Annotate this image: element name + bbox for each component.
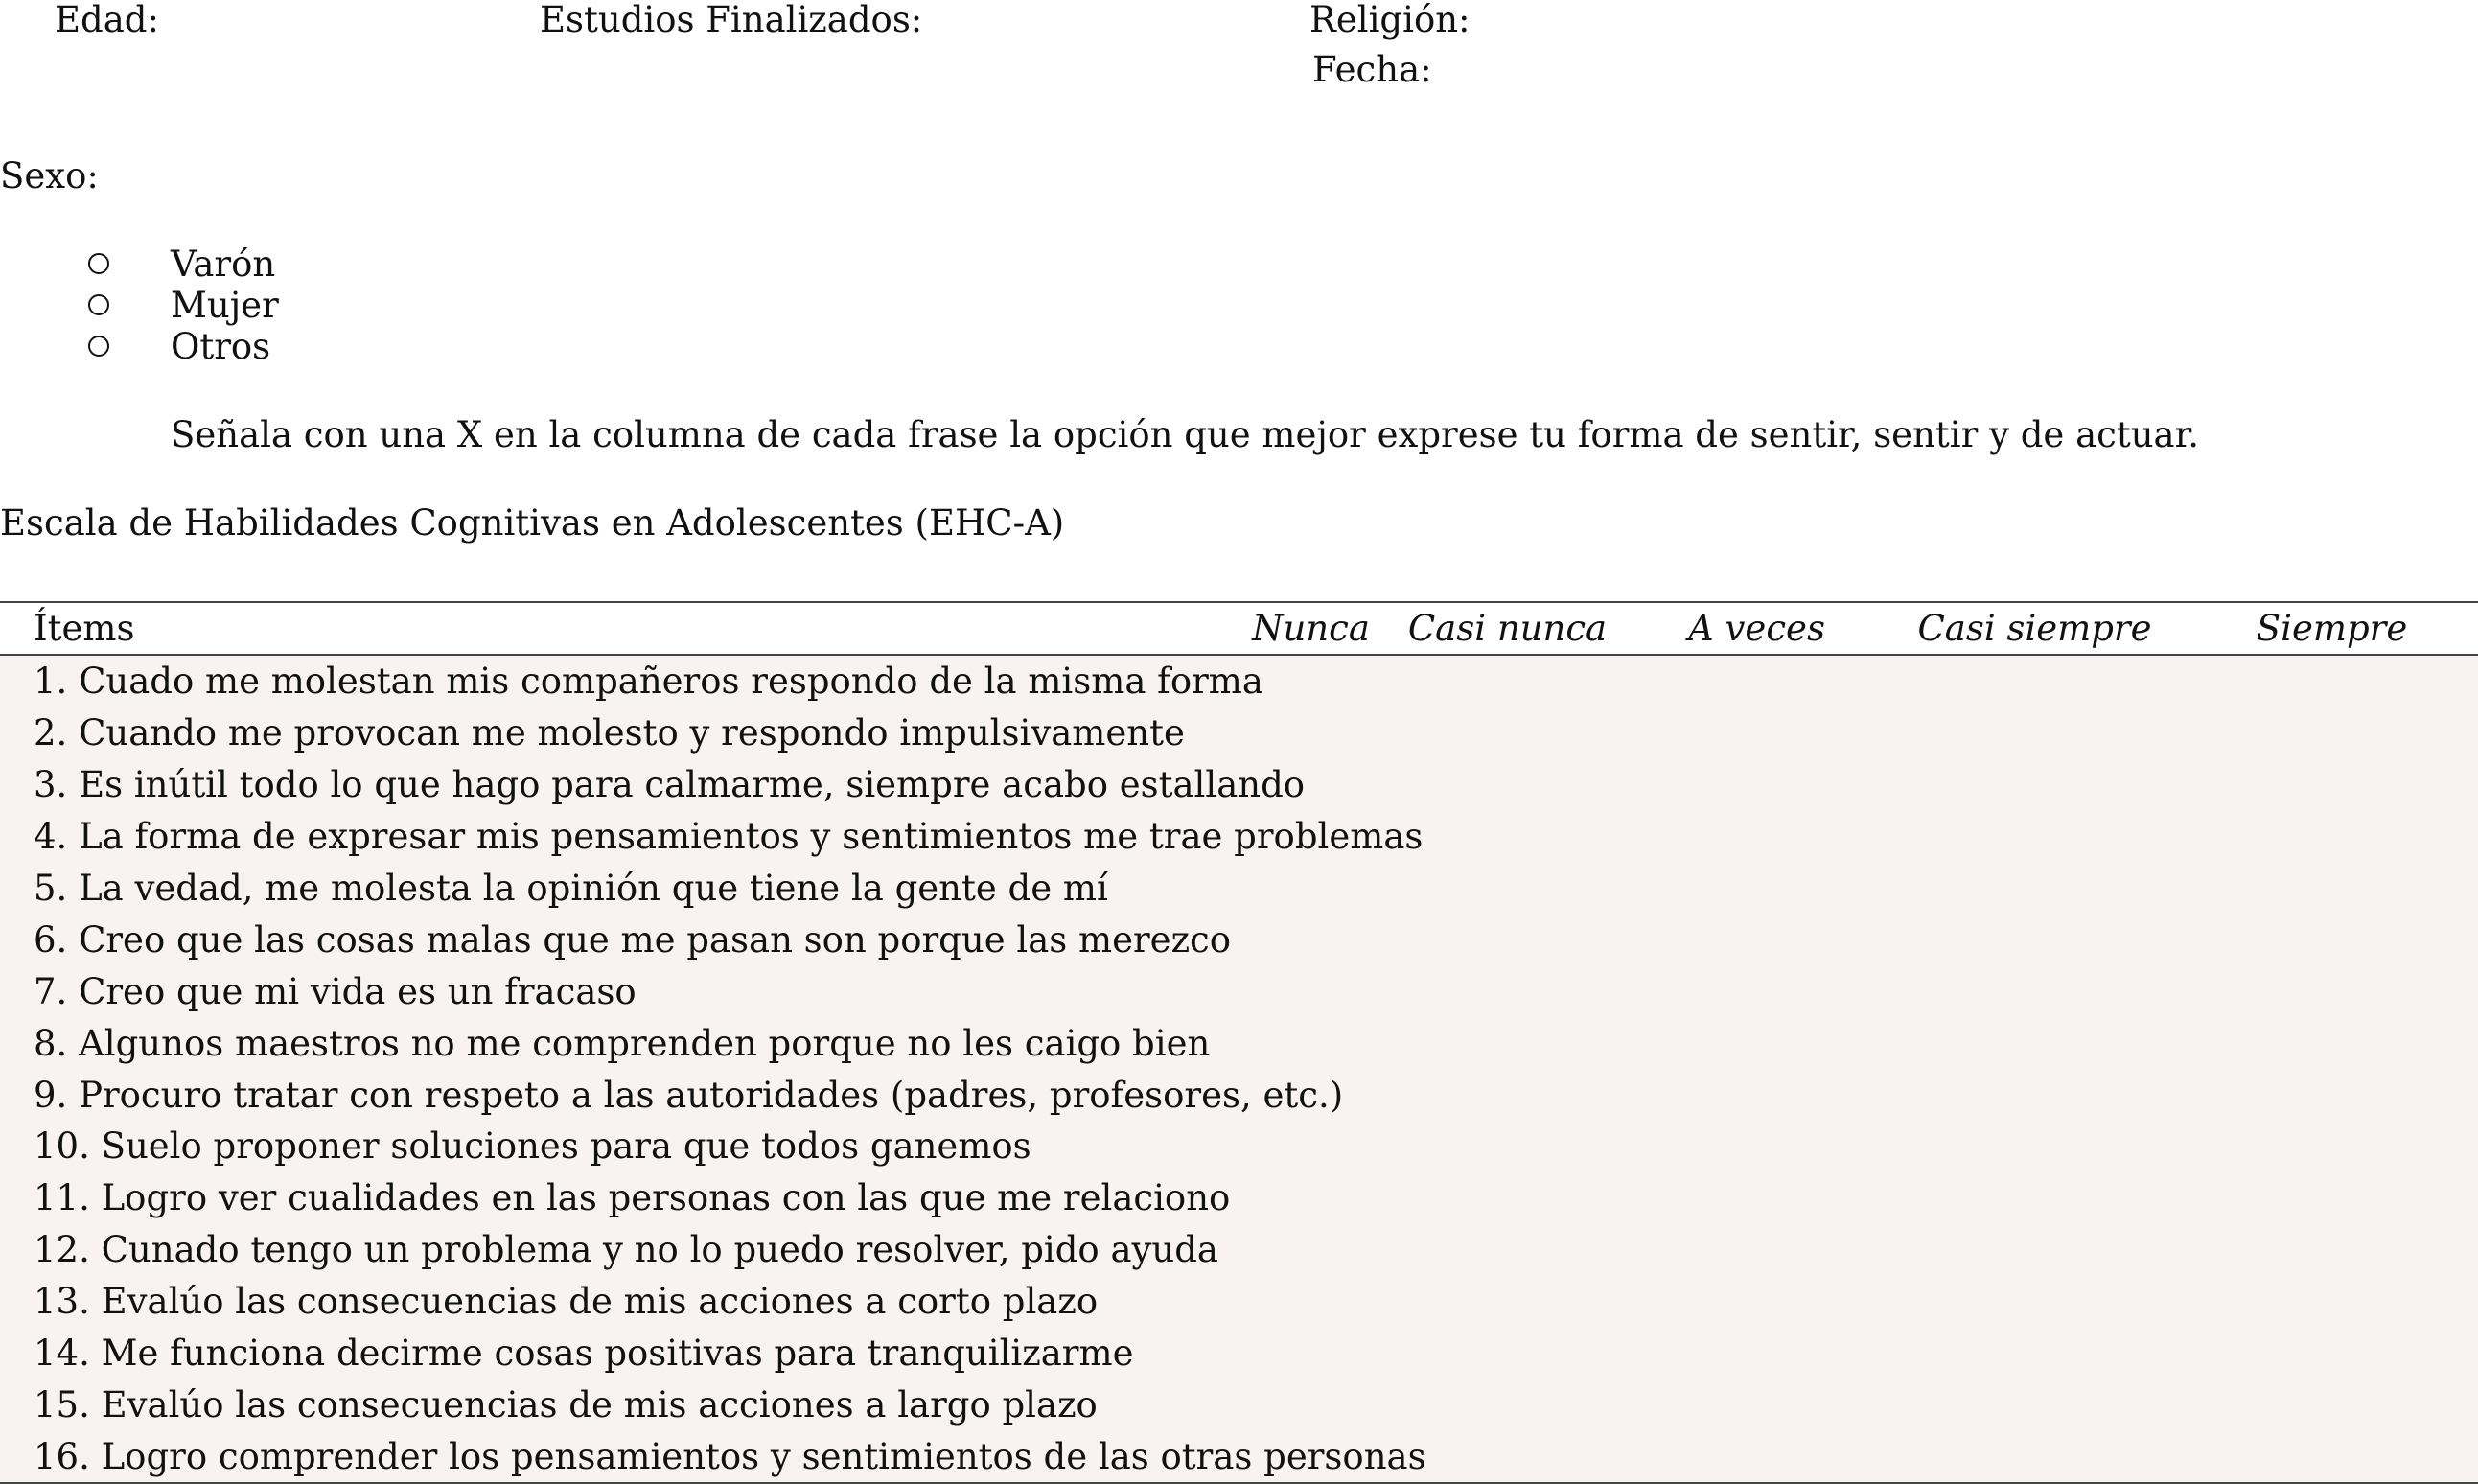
- table-row: [0, 914, 2478, 965]
- answer-cell-casi-nunca[interactable]: [1385, 1328, 1630, 1380]
- answer-cell-siempre[interactable]: [2186, 1430, 2478, 1483]
- answer-cell-a-veces[interactable]: [1630, 759, 1884, 811]
- answer-cell-a-veces[interactable]: [1630, 707, 1884, 759]
- answer-cell-siempre[interactable]: [2186, 1328, 2478, 1380]
- sexo-option-label: Otros: [171, 325, 271, 367]
- table-row: [0, 863, 2478, 915]
- answer-cell-a-veces[interactable]: [1630, 1430, 1884, 1483]
- table-row: [0, 1379, 2478, 1430]
- answer-cell-a-veces[interactable]: [1630, 1069, 1884, 1121]
- answer-cell-casi-nunca[interactable]: [1385, 1172, 1630, 1224]
- answer-cell-siempre[interactable]: [2186, 1276, 2478, 1328]
- answer-cell-casi-siempre[interactable]: [1884, 707, 2186, 759]
- answer-cell-nunca[interactable]: [1237, 1328, 1385, 1380]
- answer-cell-nunca[interactable]: [1237, 1224, 1385, 1276]
- item-text: 10. Suelo proponer soluciones para que todos ganemos: [34, 1125, 1031, 1168]
- answer-cell-casi-siempre[interactable]: [1884, 914, 2186, 965]
- answer-cell-siempre[interactable]: [2186, 965, 2478, 1017]
- answer-cell-siempre[interactable]: [2186, 1069, 2478, 1121]
- table-row: [0, 1328, 2478, 1380]
- answer-cell-siempre[interactable]: [2186, 759, 2478, 811]
- table-row: [0, 1017, 2478, 1069]
- table-row: [0, 1276, 2478, 1328]
- radio-circle-icon[interactable]: [88, 253, 109, 274]
- answer-cell-casi-siempre[interactable]: [1884, 759, 2186, 811]
- religion-label: Religión:: [1309, 0, 1471, 40]
- answer-cell-a-veces[interactable]: [1630, 811, 1884, 863]
- answer-cell-siempre[interactable]: [2186, 707, 2478, 759]
- answer-cell-casi-siempre[interactable]: [1884, 863, 2186, 915]
- edad-label: Edad:: [55, 0, 159, 40]
- table-row: [0, 1224, 2478, 1276]
- answer-cell-a-veces[interactable]: [1630, 914, 1884, 965]
- item-text: 6. Creo que las cosas malas que me pasan son porque las merezco: [34, 918, 1232, 961]
- item-text: 3. Es inútil todo lo que hago para calmarme, siempre acabo estallando: [34, 764, 1306, 806]
- answer-cell-a-veces[interactable]: [1630, 1379, 1884, 1430]
- table-row: [0, 759, 2478, 811]
- answer-cell-nunca[interactable]: [1237, 914, 1385, 965]
- answer-cell-casi-siempre[interactable]: [1884, 1276, 2186, 1328]
- answer-cell-casi-nunca[interactable]: [1385, 707, 1630, 759]
- answer-cell-casi-siempre[interactable]: [1884, 811, 2186, 863]
- answer-cell-a-veces[interactable]: [1630, 965, 1884, 1017]
- radio-circle-icon[interactable]: [88, 294, 109, 315]
- answer-cell-casi-siempre[interactable]: [1884, 1172, 2186, 1224]
- answer-cell-casi-siempre[interactable]: [1884, 1430, 2186, 1483]
- answer-cell-casi-nunca[interactable]: [1385, 655, 1630, 707]
- header-siempre: Siempre: [2186, 602, 2478, 655]
- answer-cell-siempre[interactable]: [2186, 863, 2478, 915]
- table-row: [0, 707, 2478, 759]
- item-text: 14. Me funciona decirme cosas positivas para tranquilizarme: [34, 1333, 1134, 1375]
- answer-cell-a-veces[interactable]: [1630, 1224, 1884, 1276]
- item-text: 9. Procuro tratar con respeto a las autoridades (padres, profesores, etc.): [34, 1074, 1344, 1116]
- item-text: 8. Algunos maestros no me comprenden porque no les caigo bien: [34, 1022, 1211, 1064]
- item-text: 7. Creo que mi vida es un fracaso: [34, 970, 637, 1012]
- sexo-option-otros[interactable]: [88, 327, 270, 365]
- header-items: Ítems: [0, 602, 1237, 655]
- answer-cell-casi-siempre[interactable]: [1884, 1328, 2186, 1380]
- item-text: 16. Logro comprender los pensamientos y sentimientos de las otras personas: [0, 1430, 1237, 1483]
- answer-cell-siempre[interactable]: [2186, 1172, 2478, 1224]
- sexo-option-mujer[interactable]: [88, 286, 279, 324]
- answer-cell-nunca[interactable]: [1237, 863, 1385, 915]
- item-text: 5. La vedad, me molesta la opinión que tiene la gente de mí: [34, 868, 1108, 909]
- answer-cell-a-veces[interactable]: [1630, 1328, 1884, 1380]
- item-text: 12. Cunado tengo un problema y no lo puedo resolver, pido ayuda: [34, 1229, 1218, 1271]
- item-text: 2. Cuando me provocan me molesto y respondo impulsivamente: [34, 712, 1185, 754]
- answer-cell-casi-siempre[interactable]: [1884, 1121, 2186, 1172]
- answer-cell-nunca[interactable]: [1237, 1172, 1385, 1224]
- answer-cell-siempre[interactable]: [2186, 1017, 2478, 1069]
- answer-cell-siempre[interactable]: [2186, 1121, 2478, 1172]
- answer-cell-casi-nunca[interactable]: [1385, 914, 1630, 965]
- header-nunca: Nunca: [1237, 602, 1385, 655]
- header-casi-nunca: Casi nunca: [1385, 602, 1630, 655]
- answer-cell-casi-siempre[interactable]: [1884, 1224, 2186, 1276]
- table-row: [0, 965, 2478, 1017]
- sexo-option-label: Varón: [171, 243, 276, 285]
- answer-cell-a-veces[interactable]: [1630, 1172, 1884, 1224]
- estudios-finalizados-label: Estudios Finalizados:: [540, 0, 923, 40]
- sexo-option-varon[interactable]: [88, 244, 275, 283]
- answer-cell-casi-siempre[interactable]: [1884, 1379, 2186, 1430]
- table-header-row: [0, 602, 2478, 655]
- answer-cell-a-veces[interactable]: [1630, 1276, 1884, 1328]
- header-casi-siempre: Casi siempre: [1884, 602, 2186, 655]
- table-row: [0, 1121, 2478, 1172]
- answer-cell-siempre[interactable]: [2186, 811, 2478, 863]
- instruction-text: Señala con una X en la columna de cada frase la opción que mejor exprese tu forma de sentir, sentir y de actuar.: [171, 414, 2199, 455]
- answer-cell-casi-siempre[interactable]: [1884, 1069, 2186, 1121]
- answer-cell-casi-nunca[interactable]: [1385, 863, 1630, 915]
- answer-cell-nunca[interactable]: [1237, 965, 1385, 1017]
- item-text: 15. Evalúo las consecuencias de mis acciones a largo plazo: [34, 1383, 1098, 1426]
- header-a-veces: A veces: [1630, 602, 1884, 655]
- answer-cell-casi-nunca[interactable]: [1385, 1017, 1630, 1069]
- answer-cell-casi-siempre[interactable]: [1884, 965, 2186, 1017]
- answer-cell-nunca[interactable]: [1237, 1017, 1385, 1069]
- answer-cell-nunca[interactable]: [1237, 1379, 1385, 1430]
- sexo-label: Sexo:: [0, 155, 99, 197]
- answer-cell-a-veces[interactable]: [1630, 863, 1884, 915]
- answer-cell-a-veces[interactable]: [1630, 1017, 1884, 1069]
- answer-cell-casi-nunca[interactable]: [1385, 1379, 1630, 1430]
- item-text: 11. Logro ver cualidades en las personas con las que me relaciono: [34, 1177, 1231, 1219]
- table-row: [0, 1069, 2478, 1121]
- scale-title: Escala de Habilidades Cognitivas en Adolescentes (EHC-A): [0, 502, 1065, 544]
- sexo-option-label: Mujer: [171, 284, 279, 326]
- answer-cell-casi-siempre[interactable]: [1884, 655, 2186, 707]
- answer-cell-a-veces[interactable]: [1630, 655, 1884, 707]
- answer-cell-casi-nunca[interactable]: [1385, 1224, 1630, 1276]
- table-row: [0, 1430, 2478, 1483]
- answer-cell-nunca[interactable]: [1237, 1276, 1385, 1328]
- answer-cell-siempre[interactable]: [2186, 655, 2478, 707]
- answer-cell-nunca[interactable]: [1237, 1121, 1385, 1172]
- items-table: [0, 601, 2478, 1484]
- answer-cell-siempre[interactable]: [2186, 1379, 2478, 1430]
- table-row: [0, 811, 2478, 863]
- answer-cell-casi-nunca[interactable]: [1385, 1121, 1630, 1172]
- table-row: [0, 655, 2478, 707]
- item-text: 4. La forma de expresar mis pensamientos y sentimientos me trae problemas: [34, 816, 1424, 858]
- item-text: 1. Cuado me molestan mis compañeros respondo de la misma forma: [34, 661, 1263, 703]
- item-text: 13. Evalúo las consecuencias de mis acciones a corto plazo: [34, 1281, 1099, 1323]
- answer-cell-nunca[interactable]: [1237, 707, 1385, 759]
- answer-cell-casi-nunca[interactable]: [1385, 1276, 1630, 1328]
- answer-cell-casi-nunca[interactable]: [1385, 1069, 1630, 1121]
- answer-cell-siempre[interactable]: [2186, 1224, 2478, 1276]
- fecha-label: Fecha:: [1312, 49, 1432, 90]
- answer-cell-a-veces[interactable]: [1630, 1121, 1884, 1172]
- radio-circle-icon[interactable]: [88, 336, 109, 357]
- answer-cell-siempre[interactable]: [2186, 914, 2478, 965]
- answer-cell-casi-siempre[interactable]: [1884, 1017, 2186, 1069]
- answer-cell-casi-nunca[interactable]: [1385, 965, 1630, 1017]
- table-row: [0, 1172, 2478, 1224]
- answer-cell-casi-nunca[interactable]: [1385, 759, 1630, 811]
